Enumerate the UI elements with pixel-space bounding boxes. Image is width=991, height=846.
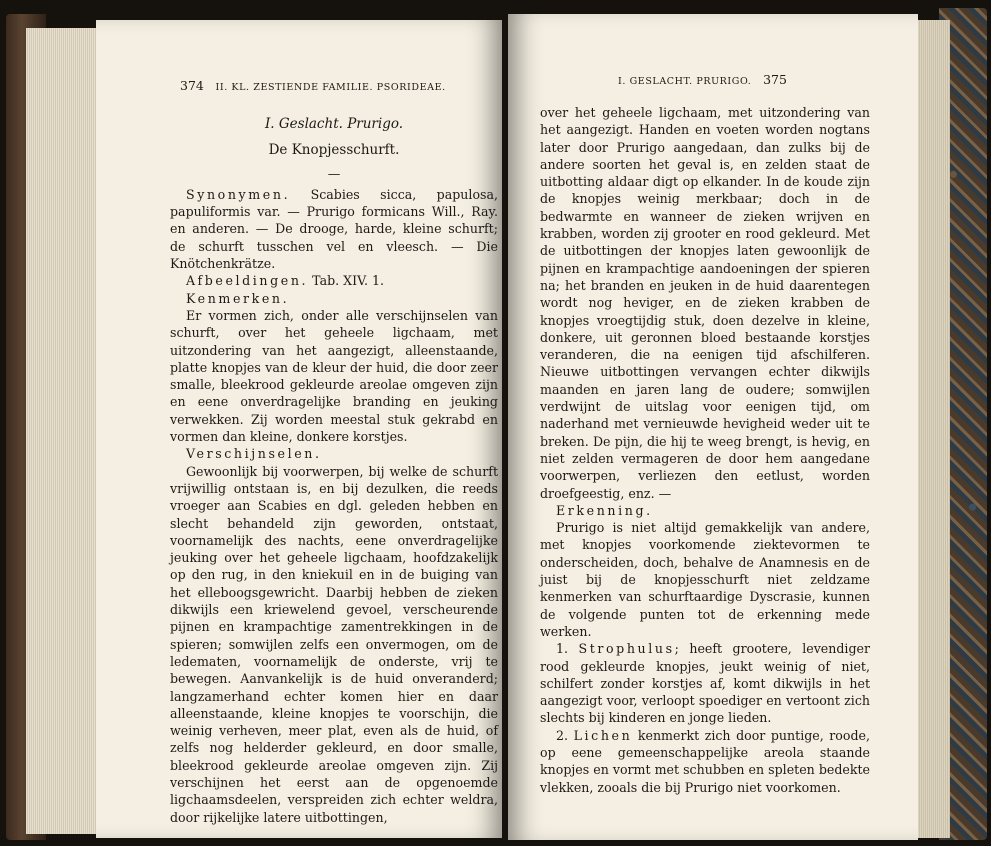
item1-label: Strophulus xyxy=(578,641,675,657)
continuation-paragraph: over het geheele ligchaam, met uitzondering van het aangezigt. Handen en voeten worden nogtans later door Prurigo aangedaan, dan zulks bij de andere soorten het geval is, en zelden staat de uitbotting aldaar digt op elkander. In de koude zijn de knopjes weinig merkbaar; doch in de bedwarmte en wanneer de zieken wrijven en krabben, worden zij grooter en rood gekleurd. Met de uitbottingen der knopjes laten gewoonlijk de pijnen en krampachtige aandoeningen der spieren na; het branden en jeuken in de huid daarentegen wordt nog heviger, en de zieken krabben de knopjes vroegtijdig stuk, doen dezelve in kleine, donkere, uit geronnen bloed bestaande korstjes veranderen, die na eenigen tijd afschilferen. Nieuwe uitbottingen vervangen echter dikwijls maanden en jaren lang de oudere; somwijlen verdwijnt de uitslag voor eenigen tijd, om naderhand met vernieuwde hevigheid weder uit te breken. De pijn, die hij te weeg brengt, is hevig, en niet zelden vermageren de door hem aangedane voorwerpen, verliezen den eetlust, worden droefgeestig, enz. — xyxy=(540,105,870,501)
right-page-number: 375 xyxy=(763,72,787,87)
erkenning-label: Erkenning. xyxy=(556,502,653,518)
synonymen-label: Synonymen. xyxy=(186,186,291,202)
left-running-head xyxy=(172,78,446,93)
item1-text: ; heeft grootere, levendiger rood gekleurde knopjes, jeukt weinig of niet, schilfert zonder korstjes af, komt dikwijls in het aangezigt voor, verloopt spoediger en vertoont zich slechts bij kinderen en jonge lieden. xyxy=(540,641,870,726)
genus-heading: I. Geslacht. Prurigo. xyxy=(264,116,404,132)
item2-number: 2. xyxy=(556,727,569,743)
verschijnselen-heading xyxy=(170,445,498,462)
left-page xyxy=(96,20,502,838)
verschijnselen-text: Gewoonlijk bij voorwerpen, bij welke de schurft vrijwillig ontstaan is, en bij dezulken, die reeds vroeger aan Scabies en dgl. geleden hebben en slecht behandeld zijn geworden, ontstaat, voornamelijk des nachts, eene onverdragelijke jeuking over het geheele ligchaam, hoofdzakelijk op den rug, in den kniekuil en in de buiging van het elleboogsgewricht. Daarbij hebben de zieken dikwijls een kriewelend gevoel, verscheurende pijnen en krampachtige zamentrekkingen in de spieren; somwijlen zelfs een onvermogen, om de ledematen, voornamelijk de onderste, vrij te bewegen. Aanvankelijk is de huid onveranderd; langzamerhand echter komen hier en daar alleenstaande, kleine knopjes te voorschijn, die weinig verheven, meer plat, even als de huid, of zelfs nog helderder gekleurd, en door smalle, bleekrood gekleurde areolae omgeven zijn. Zij verschijnen het eerst aan de opgenoemde ligchaamsdeelen, verspreiden zich echter weldra, door rijkelijke latere uitbottingen, xyxy=(170,463,498,825)
right-page xyxy=(508,14,918,840)
right-running-head xyxy=(618,72,795,87)
afbeeldingen-label: Afbeeldingen. xyxy=(186,273,309,289)
erkenning-text: Prurigo is niet altijd gemakkelijk van andere, met knopjes voorkomende ziektevormen te onderscheiden, doch, behalve de Anamnesis en de juist bij de knopjesschurft niet zeldzame kenmerken van schurftaardige Dyscrasie, kunnen de volgende punten tot de erkenning mede werken. xyxy=(540,520,870,639)
erkenning-heading xyxy=(540,502,870,519)
section-separator: — xyxy=(327,165,341,181)
page-stack-left xyxy=(26,28,106,834)
item2-text: kenmerkt zich door puntige, roode, op eene gemeenschappelijke areola staande knopjes en vormt met schubben en spleten bedekte vlekken, zooals die bij Prurigo niet voorkomen. xyxy=(540,727,870,795)
verschijnselen-label: Verschijnselen. xyxy=(186,446,322,462)
item2-label: Lichen xyxy=(573,727,633,743)
afbeeldingen-text: Tab. XIV. 1. xyxy=(308,273,385,289)
item1-number: 1. xyxy=(556,641,569,657)
left-running-head-title: II. KL. ZESTIENDE FAMILIE. PSORIDEAE. xyxy=(215,82,446,93)
common-name-heading: De Knopjesschurft. xyxy=(268,142,400,159)
kenmerken-text: Er vormen zich, onder alle verschijnselen van schurft, over het geheele ligchaam, met uitzondering van het aangezigt, alleenstaande, platte knopjes van de kleur der huid, die door zeer smalle, bleekrood gekleurde areolae omgeven zijn en eene onverdragelijke branding en jeuking verwekken. Zij worden meestal stuk gekrabd en vormen dan kleine, donkere korstjes. xyxy=(170,307,498,445)
right-page-text xyxy=(540,104,870,796)
afbeeldingen-paragraph xyxy=(170,272,498,289)
list-item xyxy=(540,727,870,796)
right-running-head-title: I. GESLACHT. PRURIGO. xyxy=(618,76,752,87)
synonymen-text: Scabies sicca, papulosa, papuliformis var. — Prurigo formicans Will., Ray. en anderen. — De drooge, harde, kleine schurft; de schurft tusschen vel en vleesch. — Die Knötchenkrätze. xyxy=(170,186,498,272)
left-page-text xyxy=(170,116,498,826)
kenmerken-heading xyxy=(170,290,498,307)
list-item xyxy=(540,640,870,726)
left-page-number: 374 xyxy=(180,78,204,93)
synonymen-paragraph xyxy=(170,186,498,272)
kenmerken-label: Kenmerken. xyxy=(186,290,290,306)
